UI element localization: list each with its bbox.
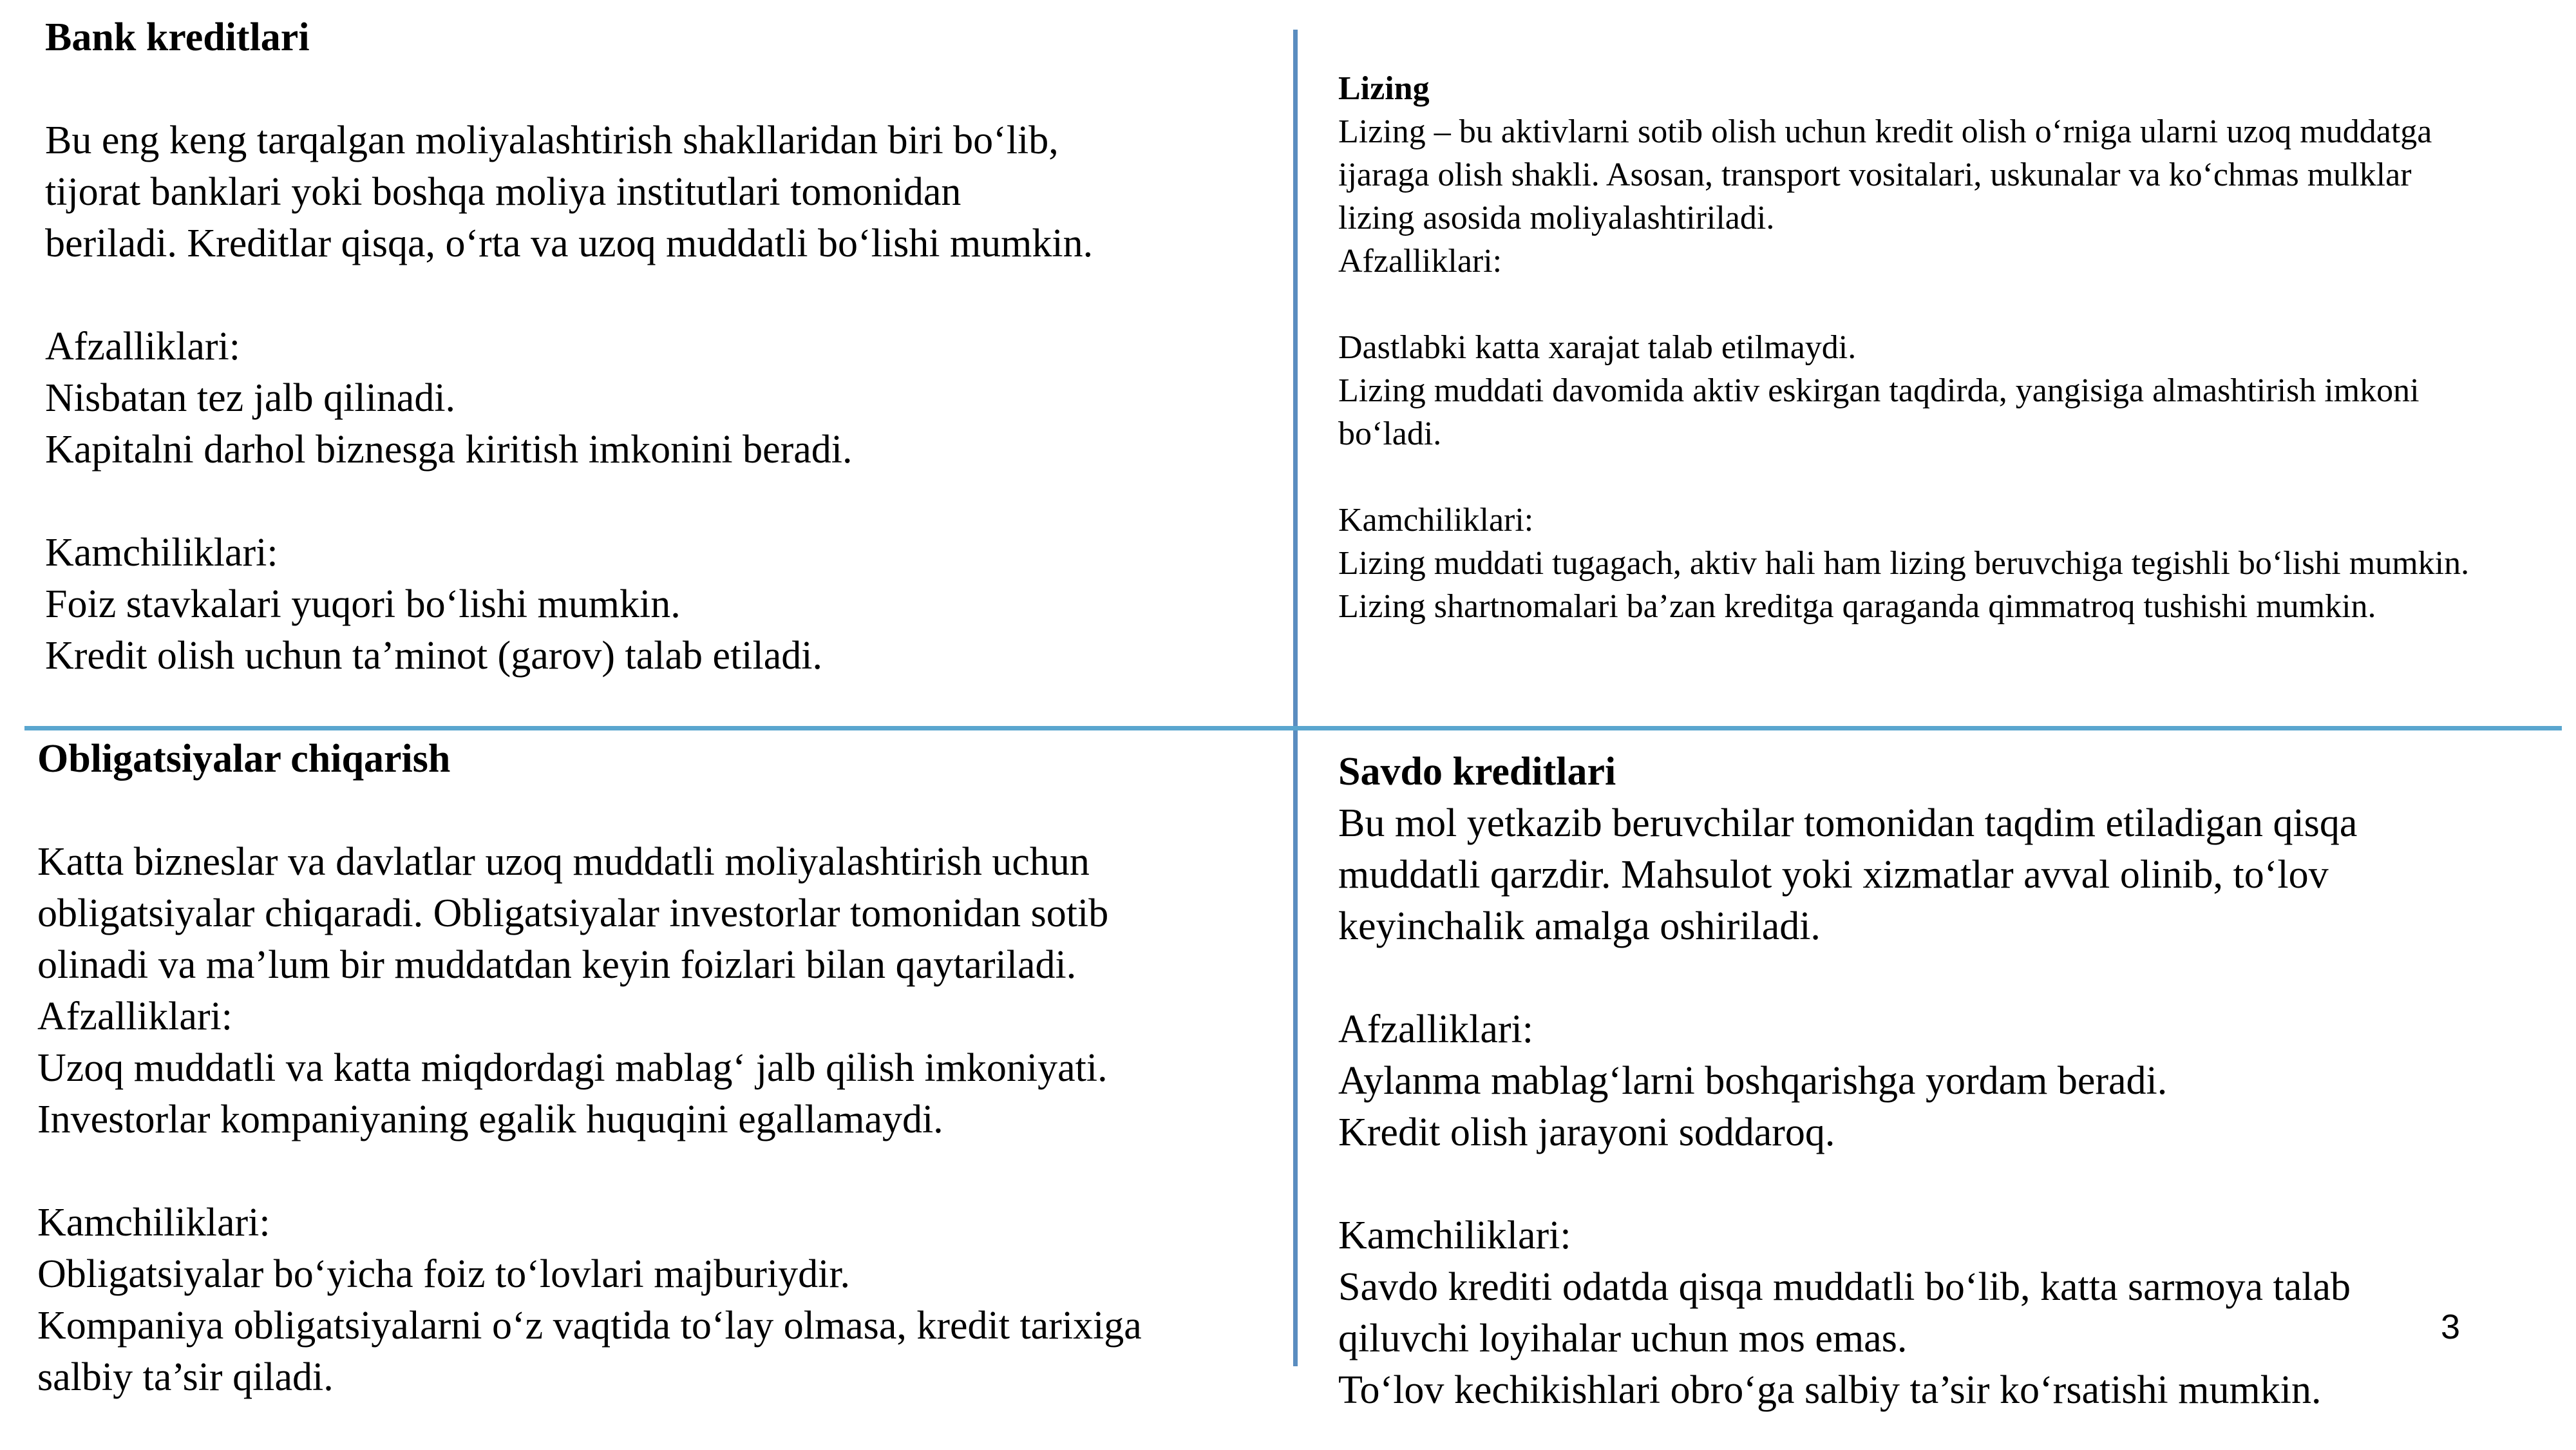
trade-disadvantage-item: To‘lov kechikishlari obro‘ga salbiy ta’sir ko‘rsatishi mumkin. (1338, 1368, 2322, 1412)
trade-advantages-heading: Afzalliklari: (1338, 1007, 1533, 1051)
trade-credits-title: Savdo kreditlari (1338, 750, 1616, 794)
bonds-disadvantage-item: Kompaniya obligatsiyalarni o‘z vaqtida to‘lay olmasa, kredit tarixiga salbiy ta’sir qiladi. (37, 1304, 1142, 1399)
bank-advantages-heading: Afzalliklari: (45, 325, 240, 368)
vertical-divider (1293, 30, 1298, 1366)
bonds-disadvantage-item: Obligatsiyalar bo‘yicha foiz to‘lovlari majburiydir. (37, 1252, 851, 1296)
trade-advantage-item: Aylanma mablag‘larni boshqarishga yordam beradi. (1338, 1059, 2168, 1103)
leasing-section (1338, 67, 2562, 628)
leasing-advantages-heading: Afzalliklari: (1338, 243, 1502, 280)
bonds-section (37, 733, 1287, 1403)
bank-credits-title: Bank kreditlari (45, 15, 310, 59)
bank-credits-description: Bu eng keng tarqalgan moliyalashtirish shakllaridan biri bo‘lib, tijorat banklari yoki boshqa moliya institutlari tomonidan beriladi. Kreditlar qisqa, o‘rta va uzoq muddatli bo‘lishi mumkin. (45, 119, 1094, 265)
trade-advantage-item: Kredit olish jarayoni soddaroq. (1338, 1111, 1835, 1154)
bonds-advantage-item: Uzoq muddatli va katta miqdordagi mablag‘ jalb qilish imkoniyati. (37, 1046, 1108, 1090)
leasing-disadvantage-item: Lizing shartnomalari ba’zan kreditga qaraganda qimmatroq tushishi mumkin. (1338, 588, 2376, 625)
trade-disadvantage-item: Savdo krediti odatda qisqa muddatli bo‘lib, katta sarmoya talab qiluvchi loyihalar uchun mos emas. (1338, 1265, 2351, 1360)
trade-credits-section (1338, 746, 2510, 1416)
bank-advantage-item: Kapitalni darhol biznesga kiritish imkonini beradi. (45, 428, 853, 472)
leasing-title: Lizing (1338, 70, 1430, 107)
bank-advantage-item: Nisbatan tez jalb qilinadi. (45, 376, 456, 420)
bonds-title: Obligatsiyalar chiqarish (37, 737, 451, 781)
leasing-disadvantages-heading: Kamchiliklari: (1338, 502, 1534, 539)
bank-disadvantage-item: Kredit olish uchun ta’minot (garov) talab etiladi. (45, 634, 822, 678)
leasing-description: Lizing – bu aktivlarni sotib olish uchun kredit olish o‘rniga ularni uzoq muddatga ijaraga olish shakli. Asosan, transport vositalari, uskunalar va ko‘chmas mulklar lizing asosida moliyalashtiriladi. (1338, 113, 2432, 236)
horizontal-divider (24, 726, 2562, 730)
bonds-disadvantages-heading: Kamchiliklari: (37, 1201, 270, 1245)
bank-disadvantage-item: Foiz stavkalari yuqori bo‘lishi mumkin. (45, 582, 681, 626)
bonds-description: Katta bizneslar va davlatlar uzoq muddatli moliyalashtirish uchun obligatsiyalar chiqaradi. Obligatsiyalar investorlar tomonidan sotib olinadi va ma’lum bir muddatdan keyin foizlari bilan qaytariladi. (37, 840, 1109, 987)
leasing-disadvantage-item: Lizing muddati tugagach, aktiv hali ham lizing beruvchiga tegishli bo‘lishi mumkin. (1338, 545, 2470, 582)
trade-disadvantages-heading: Kamchiliklari: (1338, 1214, 1571, 1257)
bank-credits-section (45, 12, 1288, 682)
bonds-advantage-item: Investorlar kompaniyaning egalik huquqini egallamaydi. (37, 1098, 943, 1141)
trade-credits-description: Bu mol yetkazib beruvchilar tomonidan taqdim etiladigan qisqa muddatli qarzdir. Mahsulot yoki xizmatlar avval olinib, to‘lov keyinchalik amalga oshiriladi. (1338, 801, 2358, 948)
bank-disadvantages-heading: Kamchiliklari: (45, 531, 278, 575)
leasing-advantage-item: Lizing muddati davomida aktiv eskirgan taqdirda, yangisiga almashtirish imkoni bo‘ladi. (1338, 372, 2420, 452)
bonds-advantages-heading: Afzalliklari: (37, 995, 232, 1038)
leasing-advantage-item: Dastlabki katta xarajat talab etilmaydi. (1338, 329, 1857, 366)
page-number: 3 (2441, 1308, 2461, 1346)
